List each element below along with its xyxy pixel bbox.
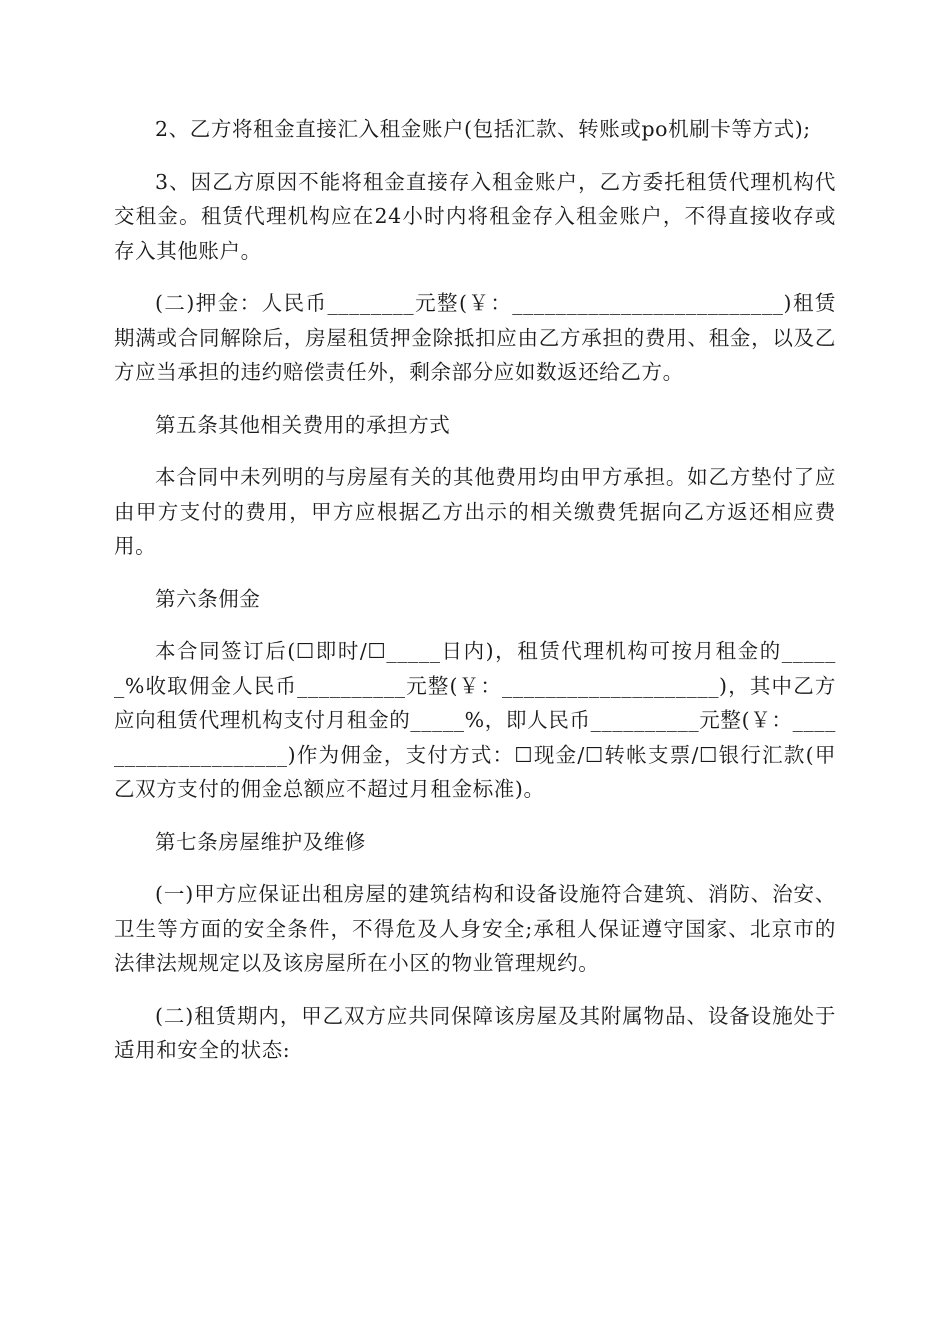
heading-article-7: 第七条房屋维护及维修 — [155, 829, 366, 854]
document-page — [114, 112, 836, 1086]
paragraph-maintenance: (二)租赁期内，甲乙双方应共同保障该房屋及其附属物品、设备设施处于适用和安全的状态: — [114, 1003, 836, 1062]
heading-article-5: 第五条其他相关费用的承担方式 — [155, 412, 451, 437]
paragraph-safety: (一)甲方应保证出租房屋的建筑结构和设备设施符合建筑、消防、治安、卫生等方面的安全条件，不得危及人身安全;承租人保证遵守国家、北京市的法律法规规定以及该房屋所在小区的物业管理规约。 — [114, 882, 836, 975]
paragraph-commission: 本合同签订后(☐即时/☐_____日内)，租赁代理机构可按月租金的______%收取佣金人民币__________元整(￥：____________________)，其中乙方应向租赁代理机构支付月租金的_____%，即人民币__________元整(￥：____________________)作为佣金，支付方式：☐现金/☐转帐支票/☐银行汇款(甲乙双方支付的佣金总额应不超过月租金标准)。 — [114, 639, 836, 801]
paragraph-other-fees: 本合同中未列明的与房屋有关的其他费用均由甲方承担。如乙方垫付了应由甲方支付的费用，甲方应根据乙方出示的相关缴费凭据向乙方返还相应费用。 — [114, 465, 836, 558]
paragraph-rent-transfer: 2、乙方将租金直接汇入租金账户(包括汇款、转账或po机刷卡等方式); — [155, 117, 811, 141]
heading-article-6: 第六条佣金 — [155, 586, 261, 611]
paragraph-deposit: (二)押金：人民币________元整(￥：_________________________)租赁期满或合同解除后，房屋租赁押金除抵扣应由乙方承担的费用、租金，以及乙方应当承担的违约赔偿责任外，剩余部分应如数返还给乙方。 — [114, 291, 836, 384]
paragraph-agent-payment: 3、因乙方原因不能将租金直接存入租金账户，乙方委托租赁代理机构代交租金。租赁代理机构应在24小时内将租金存入租金账户，不得直接收存或存入其他账户。 — [114, 169, 836, 263]
